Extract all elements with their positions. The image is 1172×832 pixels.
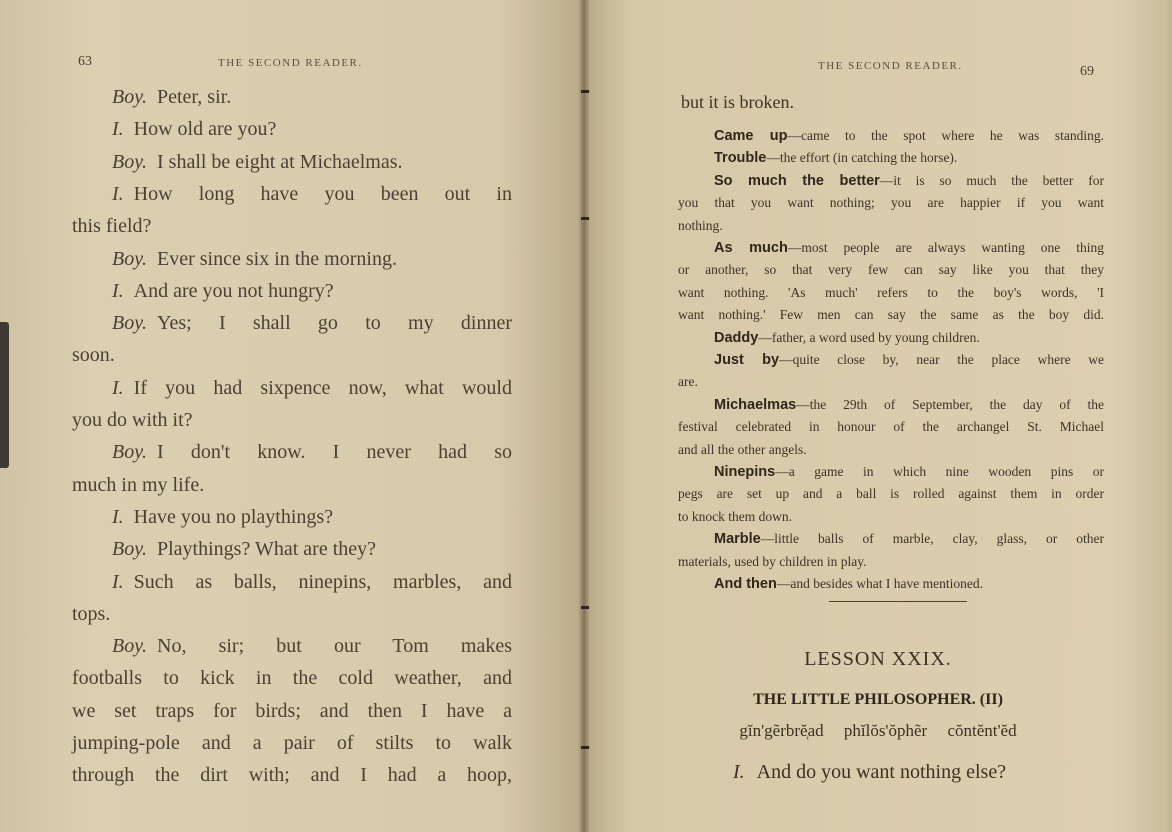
glossary-line [714,330,1104,346]
glossary-line [714,464,1104,480]
speaker-label: Boy. [112,441,147,464]
dialogue-text: tops. [72,602,111,625]
glossary-definition: or another, so that very few can say like you that they [678,262,1104,278]
dialogue-line [72,603,512,626]
glossary-definition: —most people are always wanting one thing [787,240,1104,255]
dialogue-text: Playthings? What are they? [157,538,377,561]
dialogue-text: this field? [72,215,152,238]
dialogue-text: And are you not hungry? [133,279,334,302]
binding-stitch [581,217,589,220]
dialogue-text: Yes; I shall go to my dinner [157,312,512,335]
speaker-label: Boy. [112,86,147,108]
dialogue-line [72,409,512,432]
dialogue-line [72,474,512,497]
dialogue-line [733,761,1006,784]
speaker-label: Boy. [112,247,147,270]
dialogue-line [112,635,512,658]
glossary-definition: —quite close by, near the place where we [779,352,1104,367]
speaker-label: Boy. [112,635,147,658]
glossary-definition: materials, used by children in play. [678,553,867,569]
dialogue-text: jumping-pole and a pair of stilts to walk [72,732,512,754]
glossary-definition: —little balls of marble, clay, glass, or other [760,531,1104,547]
glossary-definition: nothing. [678,217,723,233]
dialogue-text: we set traps for birds; and then I have a [72,699,512,722]
glossary-line [678,374,1104,390]
glossary-line [714,128,1104,144]
glossary-line [678,307,1104,323]
left-running-head: THE SECOND READER. [218,57,363,69]
glossary-term: Came up [714,128,788,144]
speaker-label: I. [112,505,124,528]
speaker-label: I. [112,182,124,205]
glossary-line [714,531,1104,547]
dialogue-line [112,151,512,174]
dialogue-text: much in my life. [72,473,205,496]
dialogue-text: How long have you been out in [133,182,512,205]
dialogue-line [72,667,512,690]
speaker-label: I. [112,118,124,141]
lesson-subtitle: THE LITTLE PHILOSOPHER. (II) [753,691,1003,708]
glossary-definition: to knock them down. [678,508,792,524]
glossary-term: And then [714,576,777,592]
binding-stitch [581,606,589,609]
glossary-term: Trouble [714,150,767,167]
glossary-line [678,195,1104,211]
glossary-definition: —came to the spot where he was standing. [787,128,1104,143]
glossary-line [714,576,1104,592]
glossary-term: So much the better [714,172,880,189]
dialogue-text: If you had sixpence now, what would [133,376,512,399]
glossary-line [714,352,1104,368]
lesson-title: LESSON XXIX. [804,648,952,670]
dialogue-text: soon. [72,344,115,367]
glossary-definition: —the effort (in catching the horse). [766,150,958,166]
glossary-line [714,397,1104,413]
dialogue-text: And do you want nothing else? [756,761,1007,783]
dialogue-line [72,764,512,787]
glossary-line [678,509,1104,525]
glossary-line [678,285,1104,301]
glossary-line [678,218,1104,234]
dialogue-line [112,441,512,464]
dialogue-line [112,280,512,303]
speaker-label: Boy. [112,312,147,335]
binding-stitch [581,90,589,93]
dialogue-line [112,86,512,109]
glossary-definition: and all the other angels. [678,441,807,457]
glossary-line [678,486,1104,502]
glossary-line [678,419,1104,435]
binding-stitch [581,746,589,749]
glossary-term: Michaelmas [714,396,797,413]
dialogue-line [112,248,512,271]
left-page-number: 63 [78,54,92,69]
dialogue-line [112,183,512,206]
dialogue-line [72,732,512,755]
glossary-term: As much [714,240,788,256]
glossary-definition: —it is so much the better for [879,172,1104,188]
dialogue-line [72,700,512,723]
glossary-definition: want nothing.' Few men can say the same as the boy did. [678,307,1104,323]
glossary-line [714,240,1104,256]
dialogue-line [112,118,512,141]
page-tab [0,322,9,468]
glossary-definition: are. [678,374,698,390]
right-running-head: THE SECOND READER. [818,60,963,72]
dialogue-text: Peter, sir. [157,86,232,108]
dialogue-text: Have you no playthings? [133,505,334,528]
speaker-label: I. [733,761,745,783]
glossary-definition: —the 29th of September, the day of the [796,396,1104,412]
dialogue-text: I shall be eight at Michaelmas. [157,150,403,173]
glossary-definition: —a game in which nine wooden pins or [775,464,1104,479]
glossary-definition: festival celebrated in honour of the archangel St. Michael [678,419,1104,435]
dialogue-line [72,344,512,367]
dialogue-line [72,215,512,238]
glossary-term: Just by [714,352,780,368]
glossary-term: Daddy [714,329,759,346]
section-rule [829,601,967,602]
dialogue-line [112,377,512,400]
glossary-line [678,442,1104,458]
glossary-definition: you that you want nothing; you are happier if you want [678,195,1104,211]
glossary-line [678,554,1104,570]
glossary-line [714,173,1104,189]
vocabulary-line: gĭn'gẽrbrĕ̜ad phĭlŏs'ŏphẽr cŏntĕnt'ĕd [739,721,1017,740]
glossary-line [678,262,1104,278]
glossary-definition: —father, a word used by young children. [758,329,980,345]
dialogue-text: I don't know. I never had so [157,441,512,464]
glossary-term: Ninepins [714,464,776,480]
glossary-definition: pegs are set up and a ball is rolled against them in order [678,486,1104,502]
dialogue-text: No, sir; but our Tom makes [157,635,512,658]
speaker-label: I. [112,279,124,302]
right-page-number: 69 [1080,64,1094,79]
speaker-label: I. [112,376,124,399]
dialogue-text: through the dirt with; and I had a hoop, [72,764,512,787]
dialogue-line [112,312,512,335]
dialogue-text: you do with it? [72,409,193,431]
continuation-line: but it is broken. [681,92,794,112]
dialogue-text: Such as balls, ninepins, marbles, and [133,570,512,593]
glossary-term: Marble [714,531,761,548]
dialogue-text: footballs to kick in the cold weather, and [72,667,512,690]
dialogue-text: Ever since six in the morning. [157,247,397,270]
dialogue-text: How old are you? [133,118,277,141]
glossary-definition: —and besides what I have mentioned. [776,576,984,591]
speaker-label: Boy. [112,150,147,173]
dialogue-line [112,538,512,561]
speaker-label: I. [112,570,124,593]
glossary-line [714,150,1104,166]
dialogue-line [112,506,512,529]
dialogue-line [112,571,512,594]
glossary-definition: want nothing. 'As much' refers to the boy's words, 'I [678,284,1104,300]
speaker-label: Boy. [112,538,147,561]
